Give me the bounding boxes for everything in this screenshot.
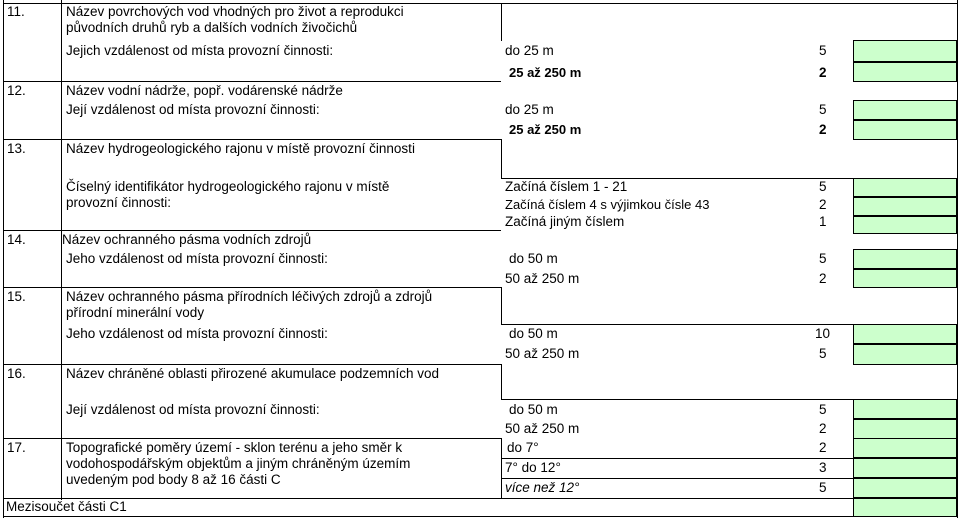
score-input-16b[interactable] xyxy=(853,419,957,439)
row-12-top-line xyxy=(3,81,501,82)
row-13-points-3: 1 xyxy=(819,214,827,229)
row-12-number: 12. xyxy=(7,83,26,98)
score-input-17b[interactable] xyxy=(853,458,957,478)
row-14-title: Název ochranného pásma vodních zdrojů xyxy=(62,232,312,247)
row-16-top-line xyxy=(3,364,501,365)
score-input-11a[interactable] xyxy=(853,40,957,62)
row-16-title-box-left xyxy=(501,364,502,400)
row-13-number: 13. xyxy=(7,141,26,156)
row-16-option-1: do 50 m xyxy=(509,402,558,417)
score-input-11b[interactable] xyxy=(853,62,957,82)
row-14-points-1: 5 xyxy=(819,251,827,266)
score-input-15a[interactable] xyxy=(853,324,957,344)
row-14-option-1: do 50 m xyxy=(509,251,558,266)
row-11-points-2: 2 xyxy=(819,65,827,80)
row-15-title-line2: přírodní minerální vody xyxy=(66,305,205,320)
row-15-title-box-left xyxy=(501,287,502,325)
row-13-points-2: 2 xyxy=(819,197,827,212)
row-13-option-2: Začíná číslem 4 s výjimkou čísle 43 xyxy=(505,197,710,212)
row-17-option-1: do 7° xyxy=(507,440,539,455)
row-16-points-2: 2 xyxy=(819,421,827,436)
row-12-points-1: 5 xyxy=(819,102,827,117)
row-11-title-line2: původních druhů ryb a dalších vodních živočichů xyxy=(66,20,358,35)
row-12-title: Název vodní nádrže, popř. vodárenské nádrže xyxy=(66,83,343,98)
number-column-divider xyxy=(61,0,62,500)
subtotal-label: Mezisoučet části C1 xyxy=(6,499,127,514)
row-17-title-line1: Topografické poměry území - sklon terénu a jeho směr k xyxy=(66,440,403,455)
row-14-number: 14. xyxy=(7,232,26,247)
row-12-option-2: 25 až 250 m xyxy=(509,122,582,137)
row-11-points-1: 5 xyxy=(819,43,827,58)
row-13-points-1: 5 xyxy=(819,179,827,194)
row-17-top-line xyxy=(3,438,501,439)
row-11-distance-label: Jejich vzdálenost od místa provozní činnosti: xyxy=(66,43,334,58)
row-15-number: 15. xyxy=(7,289,26,304)
row-17-option-divider-1 xyxy=(501,458,853,459)
row-14-points-2: 2 xyxy=(819,271,827,286)
row-15-option-1: do 50 m xyxy=(509,326,558,341)
row-16-distance-label: Její vzdálenost od místa provozní činnosti: xyxy=(66,402,320,417)
row-13-identifier-label-line1: Číselný identifikátor hydrogeologického rajonu v místě xyxy=(66,179,390,194)
row-13-option-1: Začíná číslem 1 - 21 xyxy=(505,179,628,194)
row-17-points-2: 3 xyxy=(819,460,827,475)
table-right-border xyxy=(957,0,958,518)
row-17-option-2: 7° do 12° xyxy=(505,460,561,475)
score-input-17a[interactable] xyxy=(853,438,957,458)
row-11-option-2: 25 až 250 m xyxy=(509,65,582,80)
row-17-options-left xyxy=(501,438,502,498)
score-input-13c[interactable] xyxy=(853,216,957,234)
score-input-12b[interactable] xyxy=(853,120,957,140)
row-13-option-3: Začíná jiným číslem xyxy=(505,214,625,229)
row-16-title: Název chráněné oblasti přirozené akumulace podzemních vod xyxy=(66,366,439,381)
row-15-option-2: 50 až 250 m xyxy=(505,346,580,361)
row-17-number: 17. xyxy=(7,440,26,455)
subtotal-top-line xyxy=(3,498,957,499)
row-16-number: 16. xyxy=(7,366,26,381)
row-11-title-box-left xyxy=(501,3,502,41)
row-15-distance-label: Jeho vzdálenost od místa provozní činnosti: xyxy=(66,326,328,341)
row-13-title: Název hydrogeologického rajonu v místě provozní činnosti xyxy=(66,141,415,156)
score-input-17c[interactable] xyxy=(853,478,957,498)
row-17-points-1: 2 xyxy=(819,440,827,455)
row-13-identifier-label-line2: provozní činnosti: xyxy=(66,195,172,210)
row-12-option-1: do 25 m xyxy=(505,102,554,117)
score-input-12a[interactable] xyxy=(853,100,957,120)
row-15-points-1: 10 xyxy=(815,326,831,341)
subtotal-input[interactable] xyxy=(853,498,957,517)
score-input-14a[interactable] xyxy=(853,249,957,269)
row-15-top-line xyxy=(3,287,501,288)
score-input-15b[interactable] xyxy=(853,344,957,365)
row-14-top-line xyxy=(3,230,501,231)
row-12-points-2: 2 xyxy=(819,122,827,137)
row-13-title-box-left xyxy=(501,139,502,179)
row-16-option-2: 50 až 250 m xyxy=(505,421,580,436)
row-11-number: 11. xyxy=(7,4,25,19)
table-left-border xyxy=(3,0,4,518)
row-14-option-2: 50 až 250 m xyxy=(505,271,580,286)
row-17-title-line3: uvedeným pod body 8 až 16 části C xyxy=(66,472,281,487)
row-17-option-3: více než 12° xyxy=(505,480,580,495)
row-14-distance-label: Jeho vzdálenost od místa provozní činnosti: xyxy=(66,251,328,266)
row-15-title-line1: Název ochranného pásma přírodních léčivých zdrojů a zdrojů xyxy=(66,289,433,304)
row-17-title-line2: vodohospodářským objektům a jiným chráněným územím xyxy=(66,456,411,471)
row-13-top-line xyxy=(3,139,501,140)
row-11-title-line1: Název povrchových vod vhodných pro život a reprodukci xyxy=(66,4,404,19)
row-17-option-divider-2 xyxy=(501,478,853,479)
score-input-13b[interactable] xyxy=(853,197,957,216)
score-input-16a[interactable] xyxy=(853,399,957,419)
row-17-points-3: 5 xyxy=(819,480,827,495)
row-16-points-1: 5 xyxy=(819,402,827,417)
table-bottom-border xyxy=(3,516,957,517)
row-12-distance-label: Její vzdálenost od místa provozní činnosti: xyxy=(66,102,320,117)
row-15-points-2: 5 xyxy=(819,346,827,361)
row-11-option-1: do 25 m xyxy=(505,43,554,58)
score-input-13a[interactable] xyxy=(853,178,957,197)
score-input-14b[interactable] xyxy=(853,269,957,288)
